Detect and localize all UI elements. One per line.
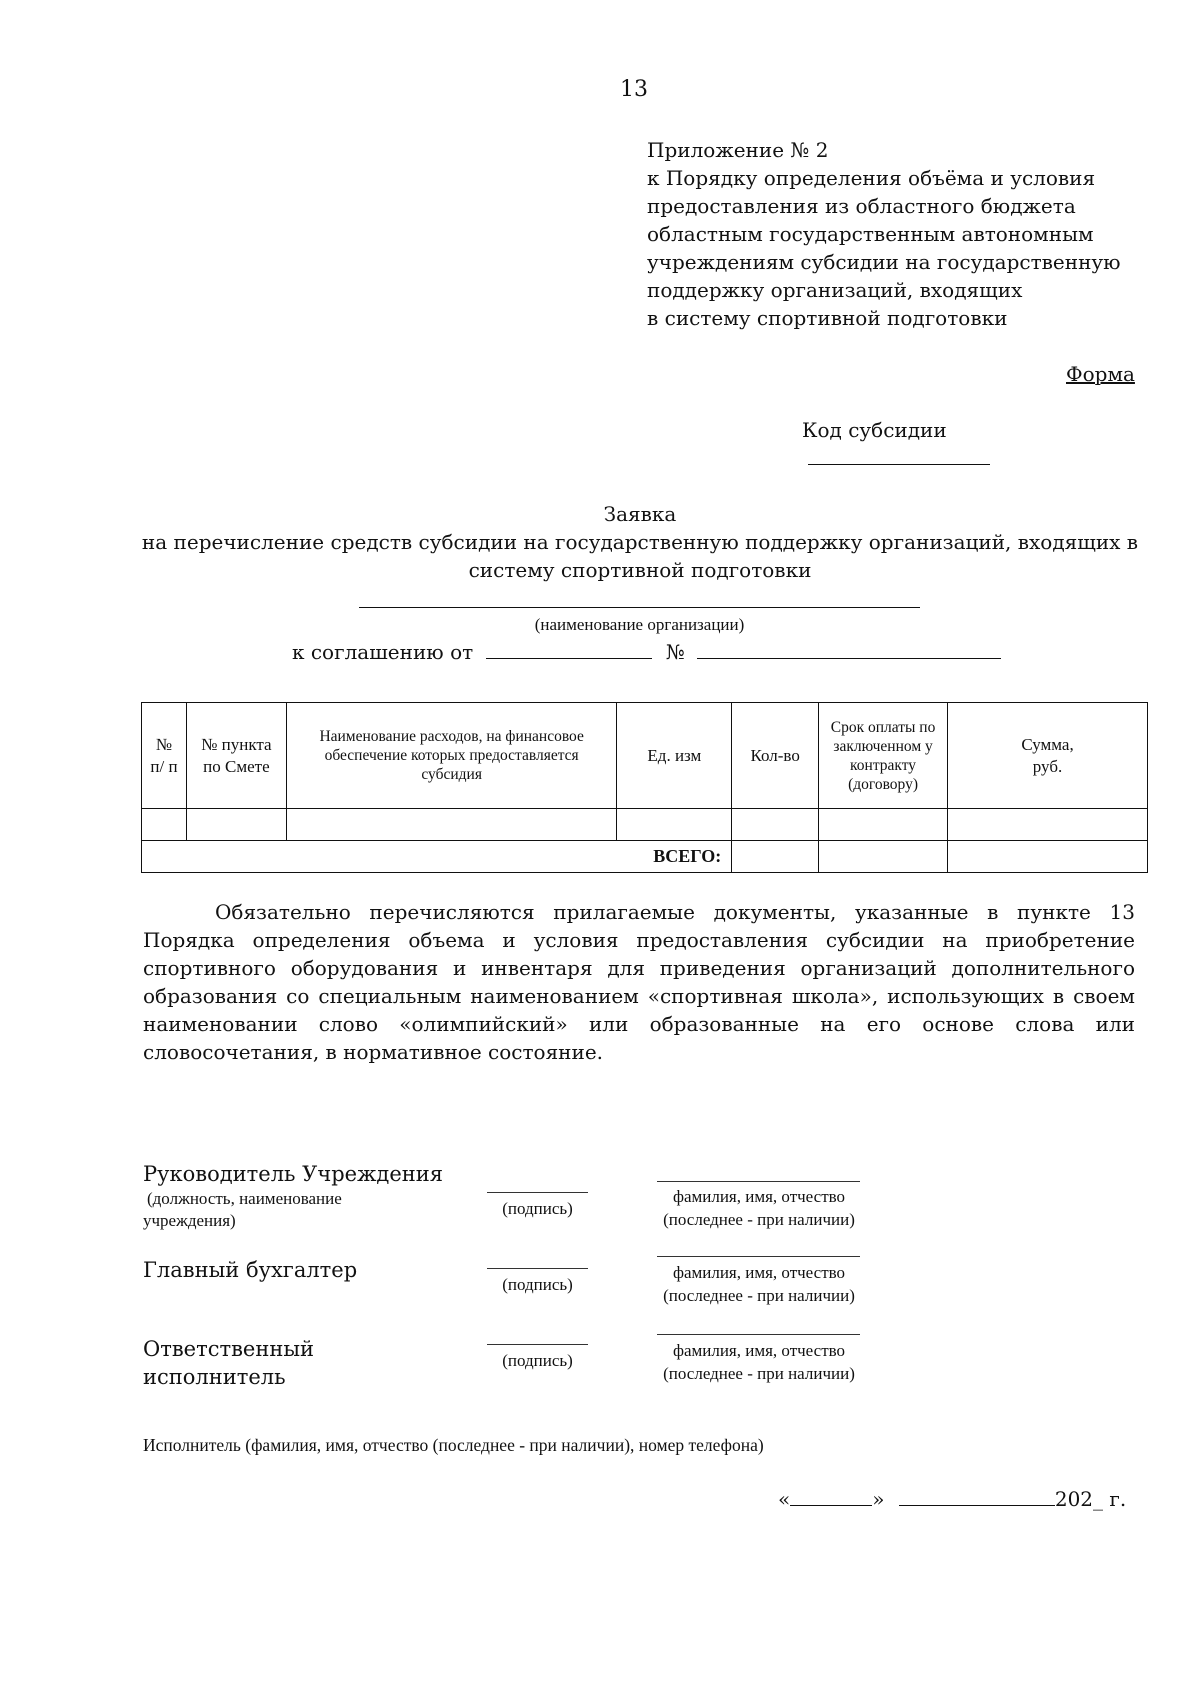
total-label: ВСЕГО: <box>142 841 732 873</box>
subsidy-code-label: Код субсидии <box>802 418 947 442</box>
table-cell <box>948 809 1148 841</box>
name-caption-2: (последнее - при наличии) <box>663 1364 855 1383</box>
name-caption-2: (последнее - при наличии) <box>663 1286 855 1305</box>
col-header-quantity: Кол-во <box>732 703 819 809</box>
name-caption-2: (последнее - при наличии) <box>663 1210 855 1229</box>
number-sign: № <box>665 640 685 664</box>
date-year: 202_ г. <box>1054 1487 1127 1511</box>
table-row <box>142 809 1148 841</box>
signature-line <box>487 1192 588 1193</box>
page-number: 13 <box>620 77 648 102</box>
total-quantity-cell <box>732 841 819 873</box>
subsidy-code-row <box>802 416 1137 472</box>
name-caption-1: фамилия, имя, отчество <box>672 1263 846 1282</box>
appendix-line: в систему спортивной подготовки <box>647 306 1008 330</box>
request-subtitle-2: систему спортивной подготовки <box>468 558 812 582</box>
table-cell <box>186 809 286 841</box>
signature-role: Ответственный исполнитель <box>143 1337 315 1389</box>
table-total-row <box>142 841 1148 873</box>
agreement-date-field <box>486 638 652 659</box>
date-month-field <box>899 1485 1055 1506</box>
executor-note: Исполнитель (фамилия, имя, отчество (последнее - при наличии), номер телефона) <box>143 1435 764 1455</box>
date-close-quote: » <box>872 1487 885 1511</box>
col-header-index: № п/ п <box>142 703 187 809</box>
appendix-block <box>647 136 1167 332</box>
col-header-expense-name: Наименование расходов, на финансовое обеспечение которых предоставляется субсидия <box>286 703 617 809</box>
col-header-item: № пункта по Смете <box>186 703 286 809</box>
date-open-quote: « <box>778 1487 791 1511</box>
name-line <box>657 1181 860 1182</box>
signature-role-note: (должность, наименование учреждения) <box>143 1189 342 1230</box>
appendix-line: к Порядку определения объёма и условия <box>647 166 1096 190</box>
expenses-table <box>141 702 1148 873</box>
col-header-payment-term: Срок оплаты по заключенном у контракту (договору) <box>819 703 948 809</box>
agreement-label: к соглашению от <box>292 640 474 664</box>
agreement-number-field <box>697 638 1001 659</box>
appendix-line: областным государственным автономным <box>647 222 1094 246</box>
name-line <box>657 1256 860 1257</box>
col-header-unit: Ед. изм <box>617 703 732 809</box>
agreement-row <box>292 638 1012 666</box>
appendix-line: предоставления из областного бюджета <box>647 194 1076 218</box>
table-cell <box>819 809 948 841</box>
date-row <box>778 1485 1138 1513</box>
signature-role: Руководитель Учреждения <box>143 1162 443 1186</box>
attachments-paragraph-text: Обязательно перечисляются прилагаемые документы, указанные в пункте 13 Порядка определения объема и условия предоставления субсидии на приобретение спортивного оборудования и инвентаря для приведения организаций дополнительного образования со специальным наименованием «спортивная школа», использующих в своем наименовании слово «олимпийский» или образованные на его основе слова или словосочетания, в нормативное состояние. <box>143 900 1135 1064</box>
signature-line <box>487 1268 588 1269</box>
subsidy-code-field <box>808 444 990 465</box>
name-caption-1: фамилия, имя, отчество <box>672 1187 846 1206</box>
total-term-cell <box>819 841 948 873</box>
date-day-field <box>790 1485 872 1506</box>
appendix-line: поддержку организаций, входящих <box>647 278 1023 302</box>
table-cell <box>732 809 819 841</box>
appendix-line: учреждениям субсидии на государственную <box>647 250 1121 274</box>
request-subtitle-1: на перечисление средств субсидии на государственную поддержку организаций, входящих в <box>141 530 1139 554</box>
attachments-paragraph <box>143 898 1135 1066</box>
signature-role: Главный бухгалтер <box>143 1258 358 1282</box>
org-name-line <box>359 607 920 608</box>
org-caption: (наименование организации) <box>534 615 745 634</box>
name-caption-1: фамилия, имя, отчество <box>672 1341 846 1360</box>
signature-caption: (подпись) <box>502 1275 573 1294</box>
table-cell <box>617 809 732 841</box>
signature-caption: (подпись) <box>502 1351 573 1370</box>
total-amount-cell <box>948 841 1148 873</box>
signature-caption: (подпись) <box>502 1199 573 1218</box>
table-header-row <box>142 703 1148 809</box>
form-label: Форма <box>1066 362 1135 386</box>
request-title: Заявка <box>603 502 677 526</box>
table-cell <box>142 809 187 841</box>
signature-line <box>487 1344 588 1345</box>
appendix-title: Приложение № 2 <box>647 138 829 162</box>
col-header-amount: Сумма, руб. <box>948 703 1148 809</box>
table-cell <box>286 809 617 841</box>
name-line <box>657 1334 860 1335</box>
